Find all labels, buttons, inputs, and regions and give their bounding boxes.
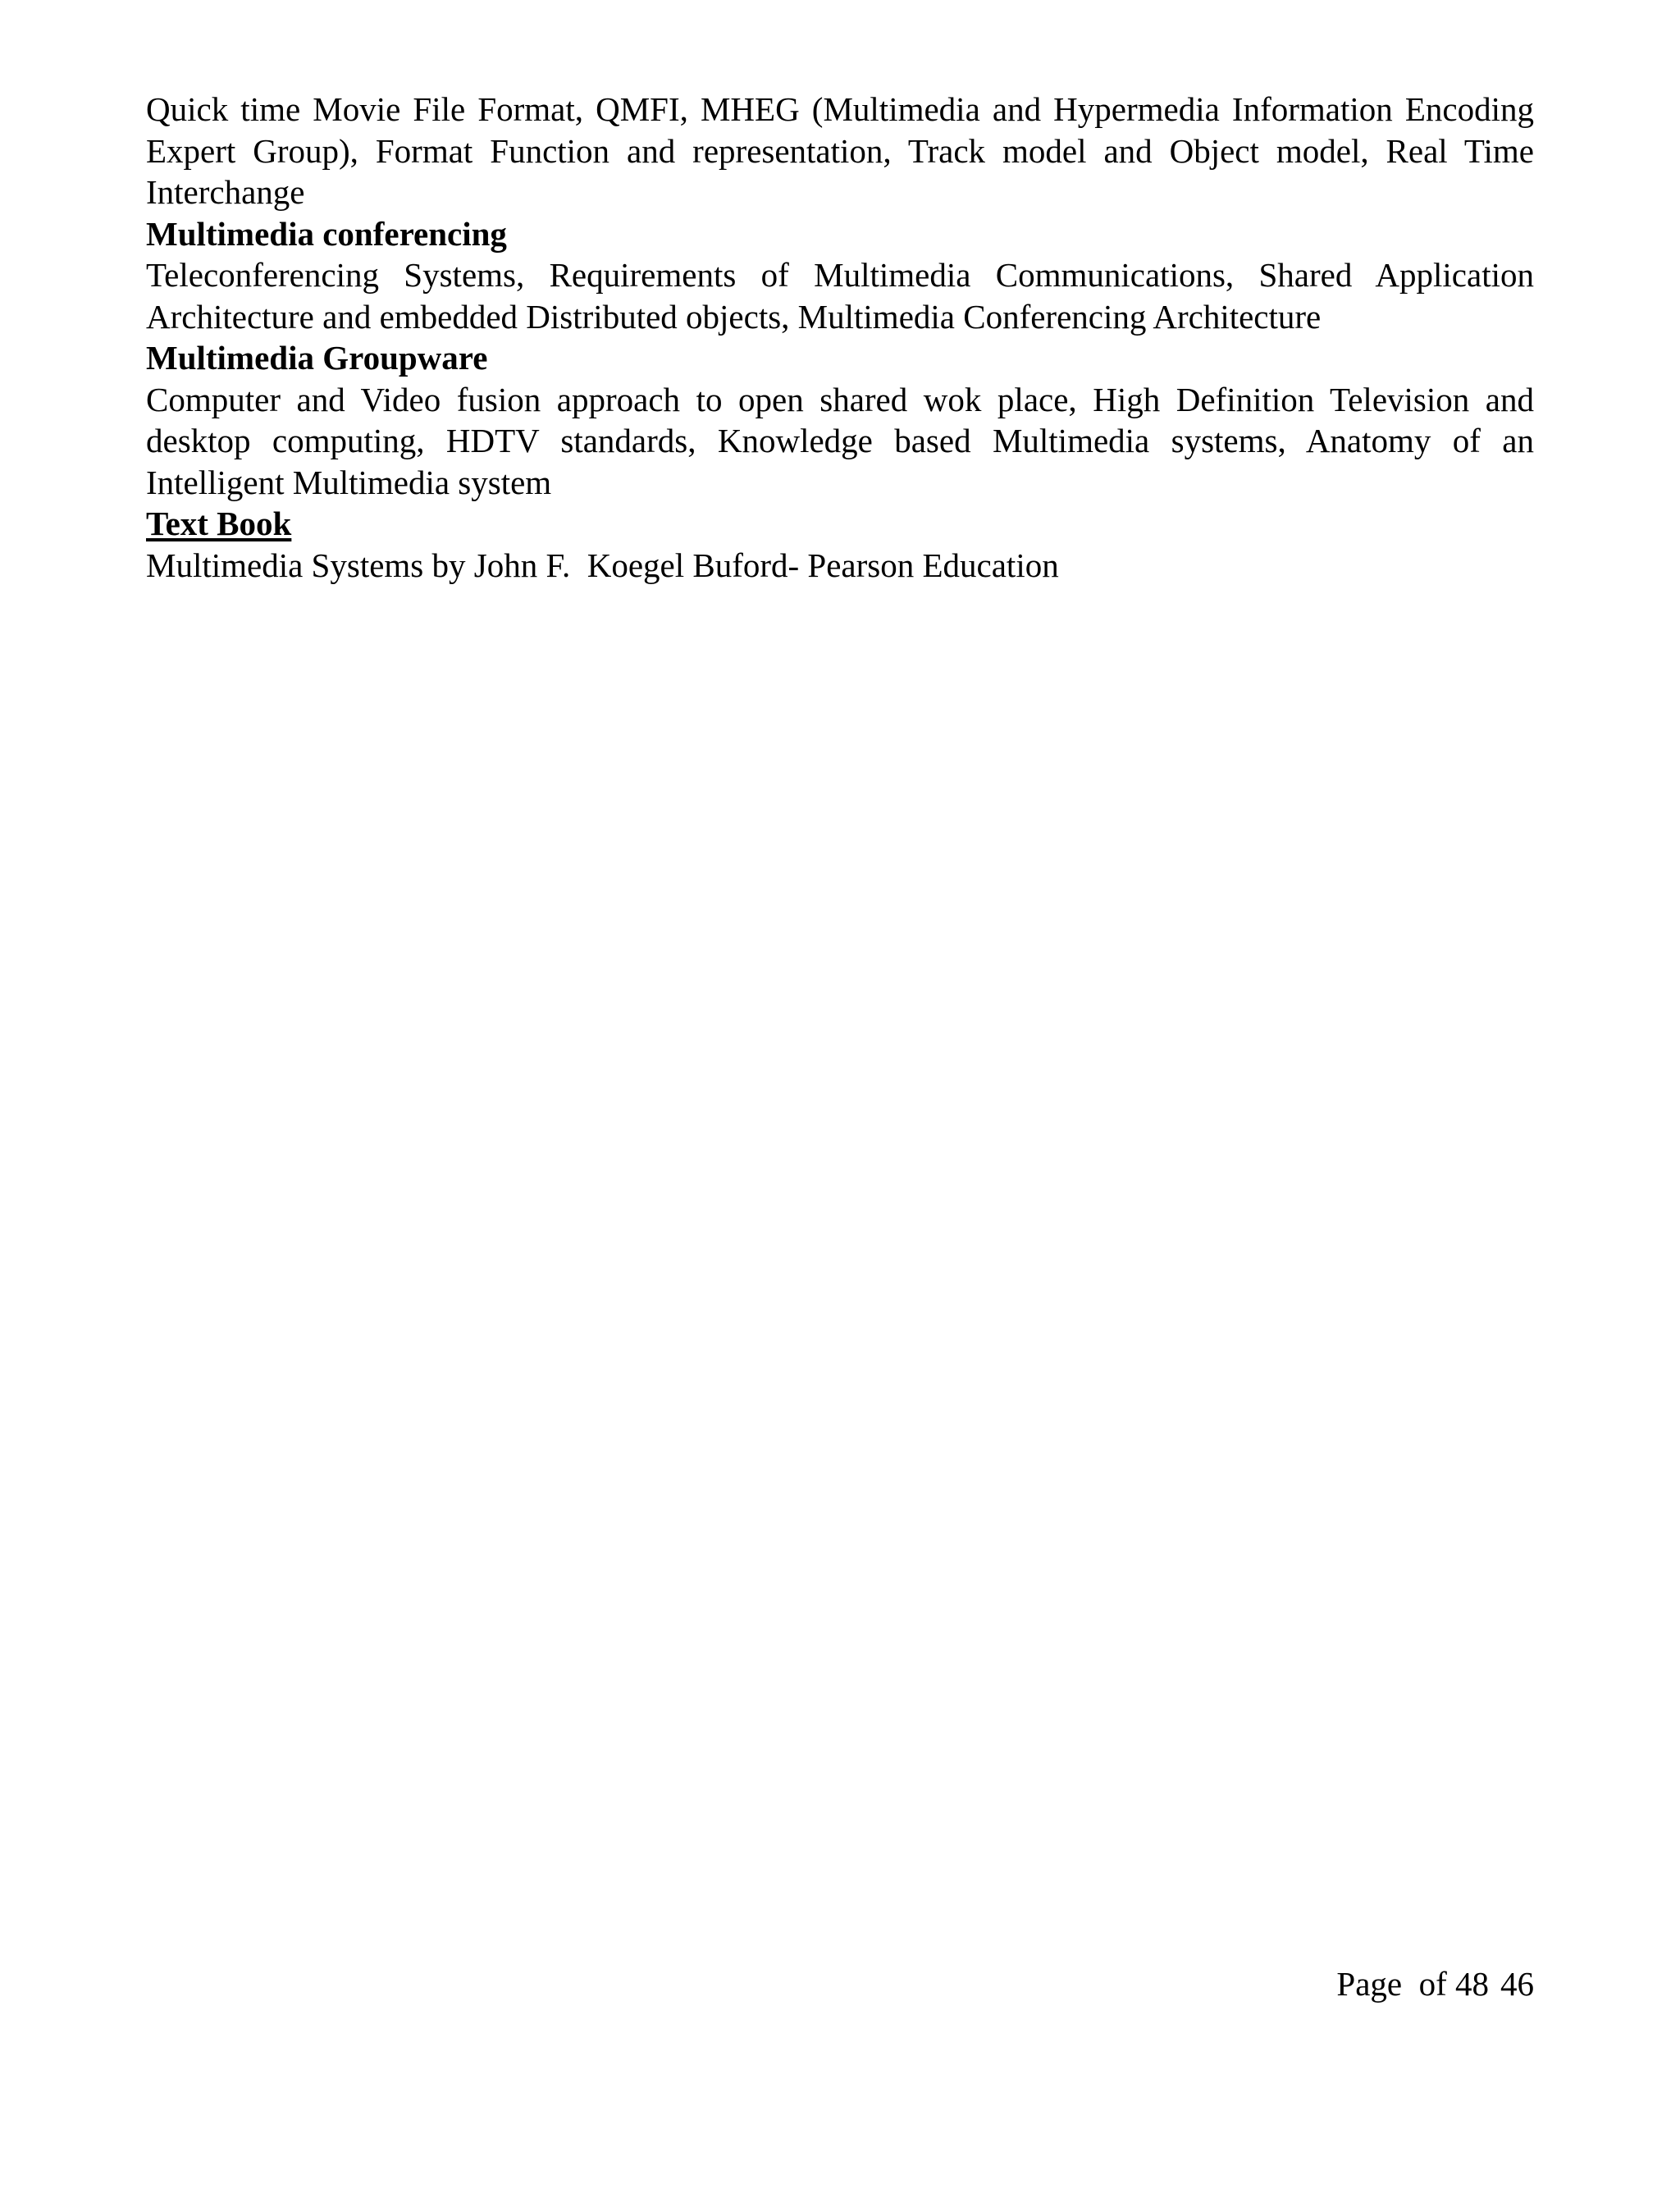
heading-text-book: Text Book [146,505,292,542]
page-number: 46 [1500,1965,1534,2003]
document-body [146,89,1534,586]
text-book-reference: Multimedia Systems by John F. Koegel Buford- Pearson Education [146,546,1059,584]
heading-multimedia-conferencing: Multimedia conferencing [146,214,507,253]
page-label: Page of 48 [1336,1965,1489,2003]
heading-multimedia-groupware: Multimedia Groupware [146,339,488,377]
groupware-paragraph: Computer and Video fusion approach to open shared wok place, High Definition Television and desktop computing, HDTV standards, Knowledge based Multimedia systems, Anatomy of an Intelligent Multimedia system [146,380,1534,501]
intro-paragraph: Quick time Movie File Format, QMFI, MHEG (Multimedia and Hypermedia Information Encoding Expert Group), Format Function and representation, Track model and Object model, Real Time Interchange [146,90,1534,211]
conferencing-paragraph: Teleconferencing Systems, Requirements of Multimedia Communications, Shared Application Architecture and embedded Distributed objects, Multimedia Conferencing Architecture [146,256,1534,336]
page-footer [1336,1963,1534,2004]
